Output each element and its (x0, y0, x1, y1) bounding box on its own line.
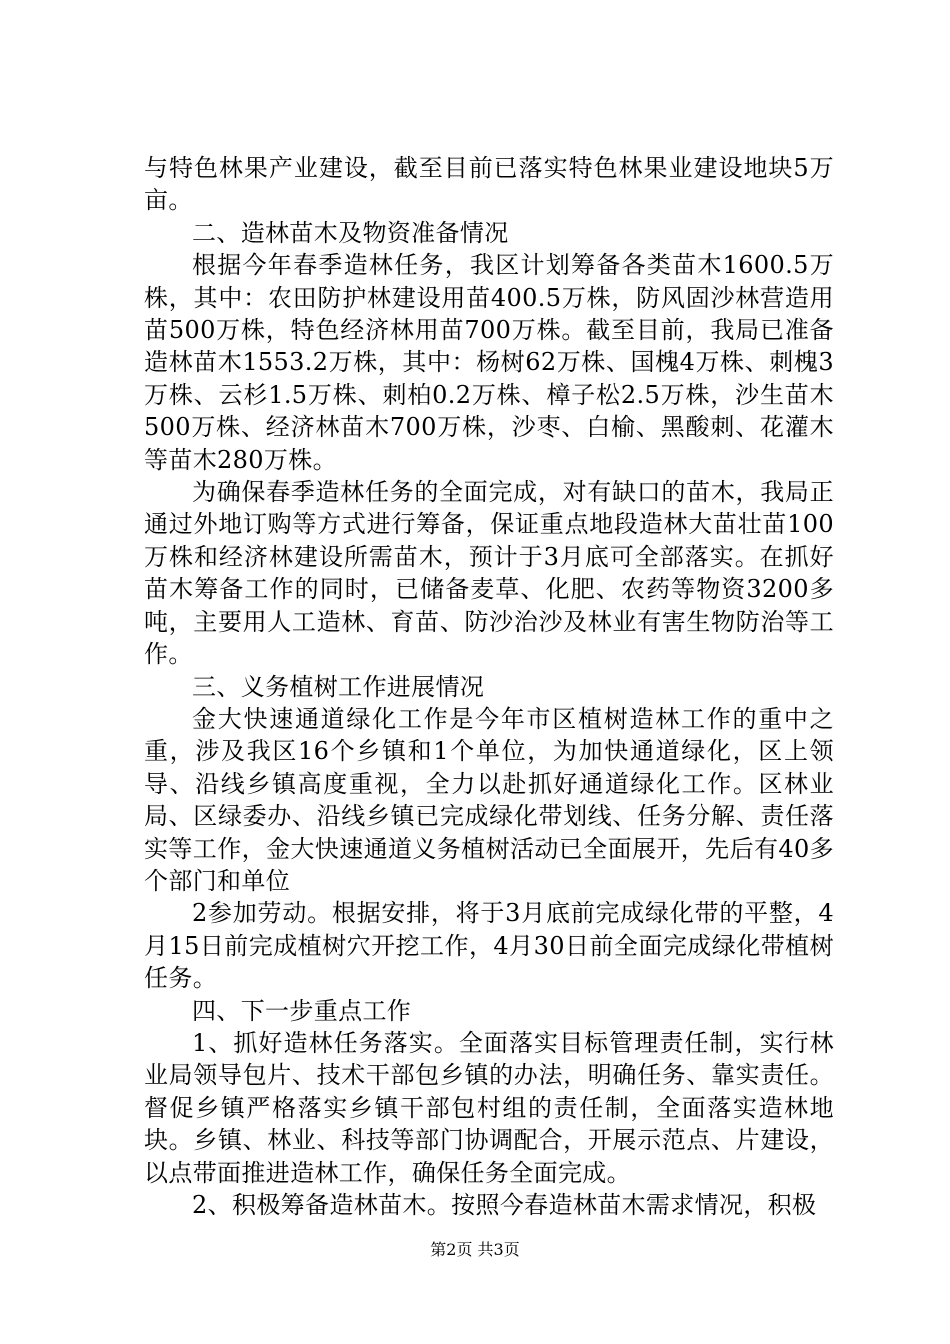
paragraph-seedling-prep: 2、积极筹备造林苗木。按照今春造林苗木需求情况，积极 (192, 1191, 817, 1219)
section-heading-3: 三、义务植树工作进展情况 (192, 672, 485, 701)
paragraph-labor-schedule: 2参加劳动。根据安排，将于3月底前完成绿化带的平整，4月15日前完成植树穴开挖工作，4月30日前全面完成绿化带植树任务。 (144, 899, 834, 993)
paragraph-continuation: 与特色林果产业建设，截至目前已落实特色林果业建设地块5万亩。 (144, 154, 834, 215)
section-heading-2: 二、造林苗木及物资准备情况 (192, 218, 509, 247)
section-heading-4: 四、下一步重点工作 (192, 996, 412, 1025)
document-body (144, 152, 834, 1221)
paragraph-greening-channel: 金大快速通道绿化工作是今年市区植树造林工作的重中之重，涉及我区16个乡镇和1个单位，为加快通道绿化，区上领导、沿线乡镇高度重视，全力以赴抓好通道绿化工作。区林业局、区绿委办、沿线乡镇已完成绿化带划线、任务分解、责任落实等工作，金大快速通道义务植树活动已全面展开，先后有40多个部门和单位 (144, 704, 834, 895)
page-footer (0, 1240, 950, 1260)
paragraph-seedling-supply: 为确保春季造林任务的全面完成，对有缺口的苗木，我局正通过外地订购等方式进行筹备，保证重点地段造林大苗壮苗100万株和经济林建设所需苗木，预计于3月底可全部落实。在抓好苗木筹备工作的同时，已储备麦草、化肥、农药等物资3200多吨，主要用人工造林、育苗、防沙治沙及林业有害生物防治等工作。 (144, 478, 834, 669)
paragraph-task-implementation: 1、抓好造林任务落实。全面落实目标管理责任制，实行林业局领导包片、技术干部包乡镇的办法，明确任务、靠实责任。督促乡镇严格落实乡镇干部包村组的责任制，全面落实造林地块。乡镇、林业、科技等部门协调配合，开展示范点、片建设，以点带面推进造林工作，确保任务全面完成。 (144, 1028, 834, 1187)
page-number-label: 第2页 共3页 (430, 1240, 520, 1259)
paragraph-seedling-plan: 根据今年春季造林任务，我区计划筹备各类苗木1600.5万株，其中：农田防护林建设用苗400.5万株，防风固沙林营造用苗500万株，特色经济林用苗700万株。截至目前，我局已准备造林苗木1553.2万株，其中：杨树62万株、国槐4万株、刺槐3万株、云杉1.5万株、刺柏0.2万株、樟子松2.5万株，沙生苗木500万株、经济林苗木700万株，沙枣、白榆、黑酸刺、花灌木等苗木280万株。 (144, 251, 834, 474)
